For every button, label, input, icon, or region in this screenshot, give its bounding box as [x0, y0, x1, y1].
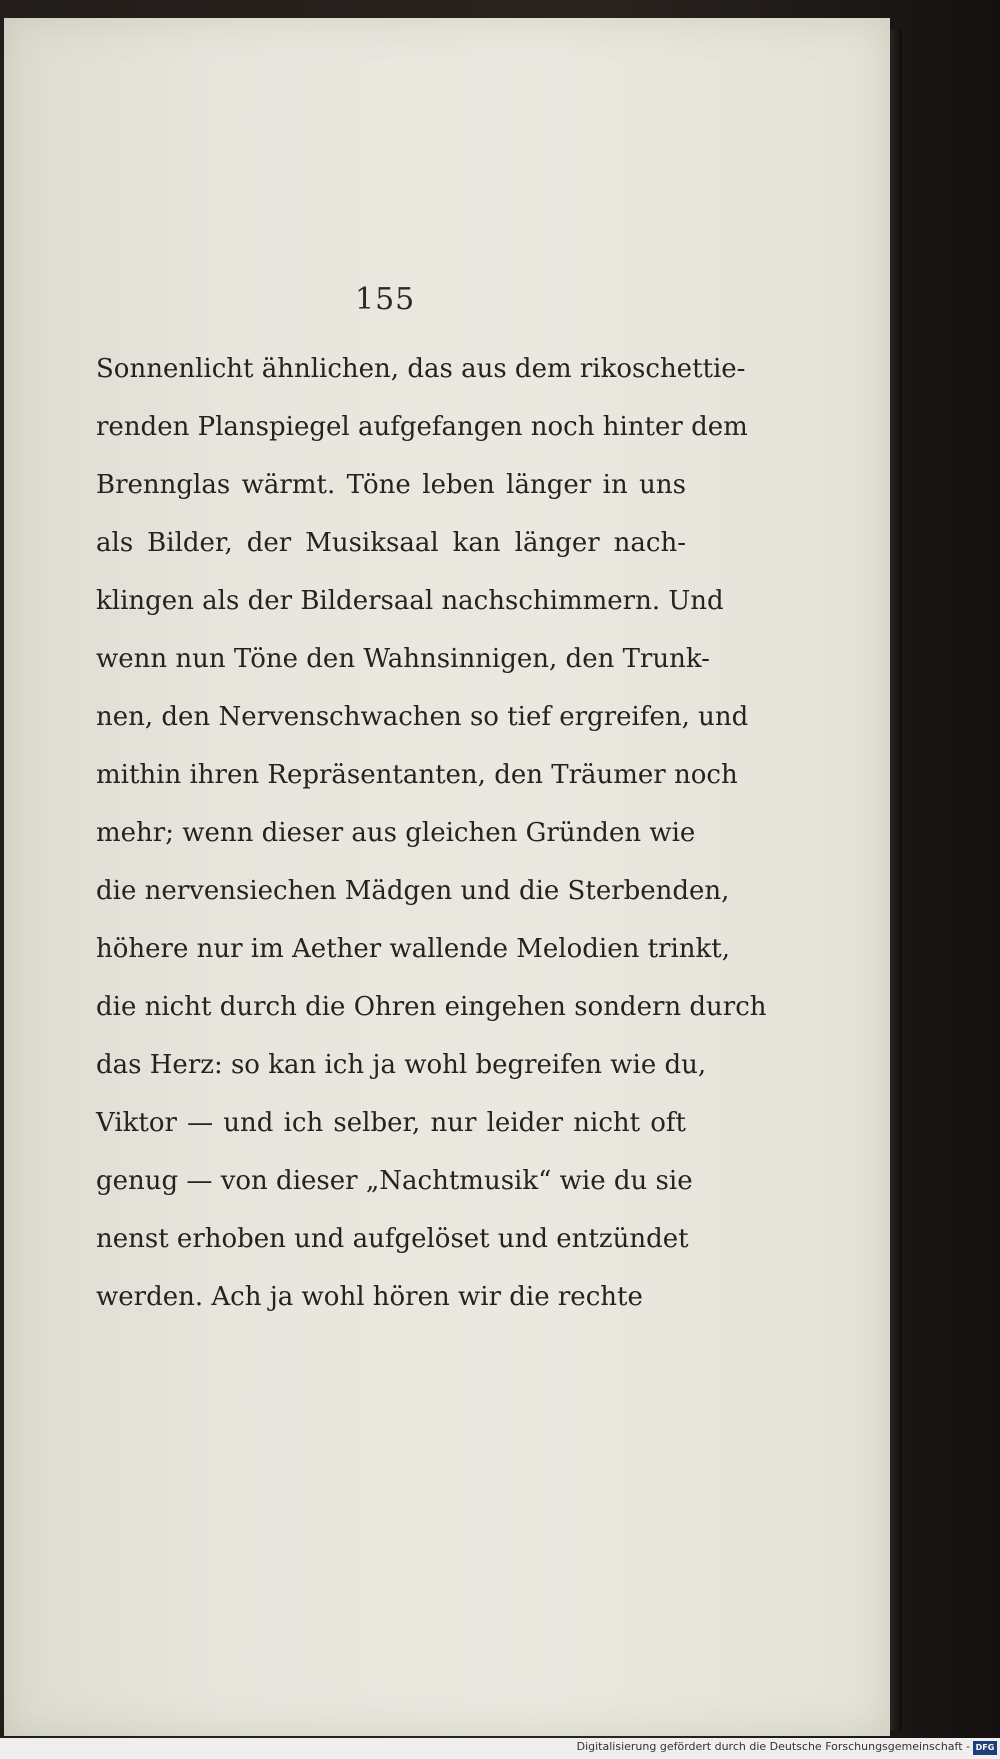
text-line: die nervensiechen Mädgen und die Sterbenden, — [96, 876, 730, 906]
text-line: genug — von dieser „Nachtmusik“ wie du sie — [96, 1166, 693, 1196]
body-text — [96, 340, 767, 1326]
funding-credit: Digitalisierung gefördert durch die Deutsche Forschungsgemeinschaft - — [576, 1740, 970, 1753]
text-line: werden. Ach ja wohl hören wir die rechte — [96, 1282, 643, 1312]
text-line: wenn nun Töne den Wahnsinnigen, den Trunk- — [96, 644, 710, 674]
text-line: Sonnenlicht ähnlichen, das aus dem rikoschettie- — [96, 354, 746, 384]
dfg-logo: DFG — [973, 1741, 997, 1755]
text-line: Brennglas wärmt. Töne leben länger in uns — [96, 470, 686, 500]
text-line: nenst erhoben und aufgelöset und entzündet — [96, 1224, 689, 1254]
text-line: die nicht durch die Ohren eingehen sondern durch — [96, 992, 767, 1022]
text-line: nen, den Nervenschwachen so tief ergreifen, und — [96, 702, 749, 732]
text-line: renden Planspiegel aufgefangen noch hinter dem — [96, 412, 748, 442]
page-number: 155 — [355, 282, 416, 317]
text-line: als Bilder, der Musiksaal kan länger nach- — [96, 528, 686, 558]
page-edge — [890, 30, 902, 1730]
text-line: Viktor — und ich selber, nur leider nicht oft — [96, 1108, 686, 1138]
text-line: mithin ihren Repräsentanten, den Träumer noch — [96, 760, 738, 790]
text-line: das Herz: so kan ich ja wohl begreifen wie du, — [96, 1050, 707, 1080]
text-line: klingen als der Bildersaal nachschimmern. Und — [96, 586, 724, 616]
text-line: mehr; wenn dieser aus gleichen Gründen wie — [96, 818, 696, 848]
footer-bar — [0, 1738, 1000, 1759]
text-line: höhere nur im Aether wallende Melodien trinkt, — [96, 934, 731, 964]
